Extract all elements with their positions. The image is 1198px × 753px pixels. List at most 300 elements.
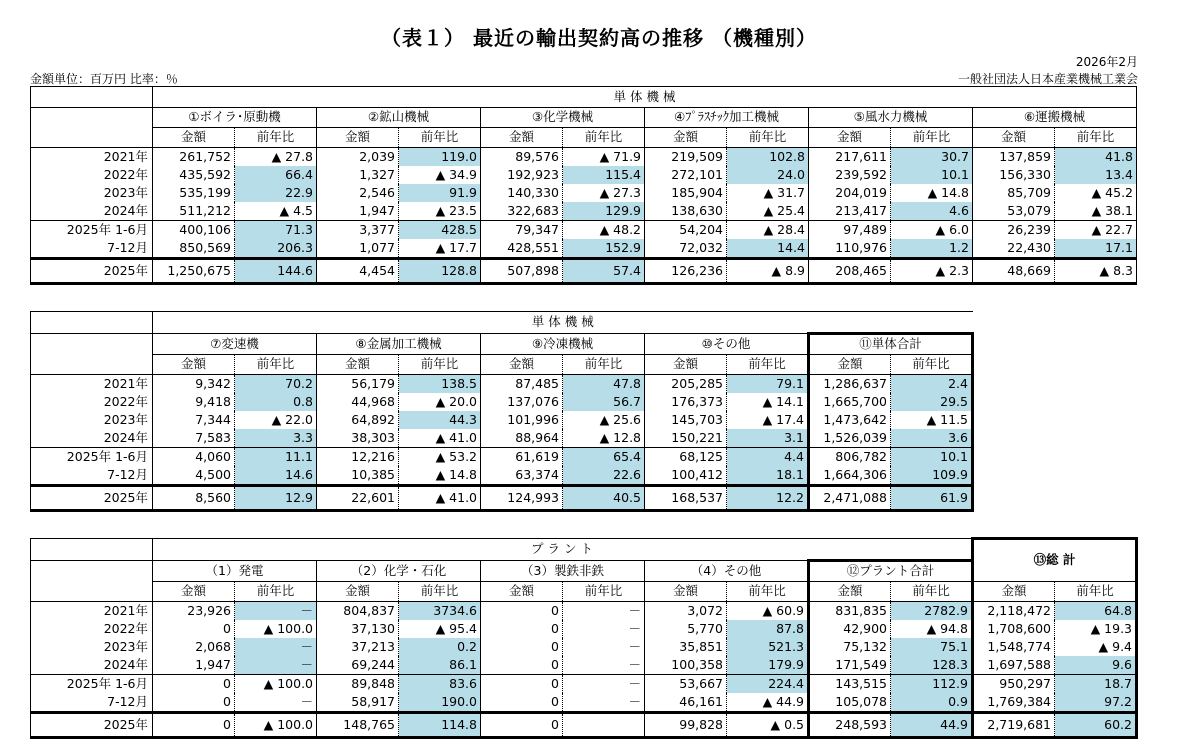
- corner-cell: [31, 561, 153, 582]
- group-header: 単 体 機 械: [153, 87, 1137, 108]
- amount-cell: 8,560: [153, 486, 235, 511]
- ratio-cell: ▲ 48.2: [563, 221, 645, 240]
- group-header: プ ラ ン ト: [153, 539, 973, 561]
- ratio-cell: 91.9: [399, 184, 481, 202]
- amount-cell: 5,770: [645, 620, 727, 638]
- amount-cell: 192,923: [481, 166, 563, 184]
- amount-cell: 0: [153, 693, 235, 713]
- amount-cell: 261,752: [153, 148, 235, 167]
- ratio-cell: 10.1: [891, 166, 973, 184]
- ratio-cell: 128.8: [399, 259, 481, 284]
- ratio-cell: 114.8: [399, 713, 481, 738]
- amount-cell: 46,161: [645, 693, 727, 713]
- ratio-cell: 152.9: [563, 239, 645, 259]
- amount-cell: 1,286,637: [809, 375, 891, 394]
- amount-cell: 61,619: [481, 448, 563, 467]
- ratio-cell: ▲ 38.1: [1055, 202, 1137, 221]
- ratio-cell: ▲ 45.2: [1055, 184, 1137, 202]
- amount-cell: 435,592: [153, 166, 235, 184]
- ratio-cell: ▲ 22.7: [1055, 221, 1137, 240]
- amount-cell: 806,782: [809, 448, 891, 467]
- ratio-cell: 3.3: [235, 429, 317, 448]
- amount-header: 金額: [153, 582, 235, 602]
- amount-cell: 1,665,700: [809, 393, 891, 411]
- row-label: 2023年: [103, 411, 148, 427]
- amount-cell: 208,465: [809, 259, 891, 284]
- ratio-cell: ▲ 25.4: [727, 202, 809, 221]
- amount-cell: 75,132: [809, 638, 891, 656]
- amount-cell: 37,213: [317, 638, 399, 656]
- ratio-cell: 11.1: [235, 448, 317, 467]
- ratio-cell: ▲ 100.0: [235, 713, 317, 738]
- amount-cell: 2,546: [317, 184, 399, 202]
- amount-cell: 137,076: [481, 393, 563, 411]
- table-row: [31, 166, 1137, 184]
- amount-cell: 10,385: [317, 466, 399, 486]
- ratio-cell: －: [235, 693, 317, 713]
- ratio-cell: －: [563, 602, 645, 621]
- amount-cell: 171,549: [809, 656, 891, 675]
- column-group-name: ③化学機械: [481, 108, 645, 128]
- amount-cell: 42,900: [809, 620, 891, 638]
- ratio-cell: 30.7: [891, 148, 973, 167]
- row-label: 2022年: [103, 620, 148, 636]
- ratio-cell: 3734.6: [399, 602, 481, 621]
- ratio-cell: ▲ 31.7: [727, 184, 809, 202]
- table-row: [31, 375, 973, 394]
- amount-cell: 950,297: [973, 675, 1055, 694]
- amount-cell: 64,892: [317, 411, 399, 429]
- amount-cell: 138,630: [645, 202, 727, 221]
- ratio-cell: －: [563, 620, 645, 638]
- amount-cell: 137,859: [973, 148, 1055, 167]
- ratio-cell: 9.6: [1055, 656, 1137, 675]
- ratio-cell: 29.5: [891, 393, 973, 411]
- amount-cell: 205,285: [645, 375, 727, 394]
- table-row: [31, 184, 1137, 202]
- amount-cell: 56,179: [317, 375, 399, 394]
- ratio-cell: 97.2: [1055, 693, 1137, 713]
- unit-note: 金額単位：百万円 比率：％: [30, 72, 178, 86]
- ratio-cell: 179.9: [727, 656, 809, 675]
- column-group-name: ①ボイラ･原動機: [153, 108, 317, 128]
- ratio-cell: 3.1: [727, 429, 809, 448]
- table-row: [31, 486, 973, 511]
- amount-cell: 101,996: [481, 411, 563, 429]
- amount-cell: 168,537: [645, 486, 727, 511]
- row-label: 7-12月: [107, 466, 148, 482]
- amount-cell: 0: [481, 713, 563, 738]
- corner-cell: [31, 355, 153, 375]
- ratio-cell: ▲ 95.4: [399, 620, 481, 638]
- row-label: 7-12月: [107, 693, 148, 709]
- ratio-cell: －: [235, 638, 317, 656]
- amount-cell: 213,417: [809, 202, 891, 221]
- amount-cell: 0: [481, 656, 563, 675]
- amount-cell: 831,835: [809, 602, 891, 621]
- ratio-header: 前年比: [891, 355, 973, 375]
- ratio-cell: 14.4: [727, 239, 809, 259]
- ratio-cell: ▲ 17.7: [399, 239, 481, 259]
- amount-cell: 4,500: [153, 466, 235, 486]
- ratio-cell: 64.8: [1055, 602, 1137, 621]
- amount-header: 金額: [645, 128, 727, 148]
- amount-cell: 0: [481, 620, 563, 638]
- row-label: 2021年: [31, 148, 153, 167]
- ratio-header: 前年比: [399, 355, 481, 375]
- ratio-cell: －: [563, 638, 645, 656]
- table-row: [31, 148, 1137, 167]
- amount-cell: 0: [153, 675, 235, 694]
- ratio-cell: －: [563, 693, 645, 713]
- amount-cell: 150,221: [645, 429, 727, 448]
- ratio-cell: 10.1: [891, 448, 973, 467]
- ratio-header: 前年比: [563, 355, 645, 375]
- ratio-cell: ▲ 60.9: [727, 602, 809, 621]
- ratio-cell: 60.2: [1055, 713, 1137, 738]
- amount-cell: 110,976: [809, 239, 891, 259]
- ratio-header: 前年比: [235, 355, 317, 375]
- ratio-cell: 138.5: [399, 375, 481, 394]
- amount-cell: 535,199: [153, 184, 235, 202]
- amount-header: 金額: [317, 355, 399, 375]
- ratio-cell: 44.3: [399, 411, 481, 429]
- table-row: [31, 466, 973, 486]
- amount-header: 金額: [973, 582, 1055, 602]
- amount-cell: 156,330: [973, 166, 1055, 184]
- ratio-cell: 112.9: [891, 675, 973, 694]
- amount-cell: 804,837: [317, 602, 399, 621]
- ratio-cell: 66.4: [235, 166, 317, 184]
- ratio-cell: ▲ 100.0: [235, 675, 317, 694]
- corner-cell: [31, 539, 153, 561]
- amount-cell: 38,303: [317, 429, 399, 448]
- ratio-cell: ▲ 27.8: [235, 148, 317, 167]
- ratio-cell: 2.4: [891, 375, 973, 394]
- ratio-cell: ▲ 34.9: [399, 166, 481, 184]
- amount-cell: 2,471,088: [809, 486, 891, 511]
- amount-header: 金額: [809, 128, 891, 148]
- amount-cell: 143,515: [809, 675, 891, 694]
- ratio-cell: 14.6: [235, 466, 317, 486]
- row-label: 2025年: [31, 486, 153, 511]
- ratio-cell: 57.4: [563, 259, 645, 284]
- amount-cell: 7,344: [153, 411, 235, 429]
- ratio-cell: 70.2: [235, 375, 317, 394]
- table-row: [31, 259, 1137, 284]
- table-row: [31, 429, 973, 448]
- ratio-cell: 61.9: [891, 486, 973, 511]
- amount-cell: 0: [481, 602, 563, 621]
- ratio-cell: ▲ 23.5: [399, 202, 481, 221]
- row-label: 2025年 1-6月: [31, 448, 153, 467]
- table-row: [31, 638, 1137, 656]
- amount-header: 金額: [645, 355, 727, 375]
- report-date: 2026年2月: [1075, 55, 1138, 69]
- ratio-cell: 13.4: [1055, 166, 1137, 184]
- ratio-cell: ▲ 14.8: [891, 184, 973, 202]
- ratio-cell: 102.8: [727, 148, 809, 167]
- amount-cell: 0: [481, 638, 563, 656]
- amount-cell: 89,848: [317, 675, 399, 694]
- row-label: 7-12月: [107, 239, 148, 255]
- row-label: 2022年: [103, 393, 148, 409]
- amount-cell: 79,347: [481, 221, 563, 240]
- amount-cell: 1,947: [317, 202, 399, 221]
- corner-cell: [31, 582, 153, 602]
- ratio-header: 前年比: [1055, 128, 1137, 148]
- amount-cell: 9,342: [153, 375, 235, 394]
- amount-cell: 12,216: [317, 448, 399, 467]
- amount-cell: 69,244: [317, 656, 399, 675]
- amount-cell: 1,526,039: [809, 429, 891, 448]
- amount-cell: 99,828: [645, 713, 727, 738]
- ratio-cell: 0.2: [399, 638, 481, 656]
- ratio-cell: 47.8: [563, 375, 645, 394]
- ratio-header: 前年比: [563, 128, 645, 148]
- ratio-cell: ▲ 17.4: [727, 411, 809, 429]
- ratio-cell: 144.6: [235, 259, 317, 284]
- ratio-cell: ▲ 11.5: [891, 411, 973, 429]
- amount-cell: 1,664,306: [809, 466, 891, 486]
- ratio-cell: 65.4: [563, 448, 645, 467]
- ratio-header: 前年比: [727, 582, 809, 602]
- amount-cell: 217,611: [809, 148, 891, 167]
- column-group-name: ⑫プラント合計: [809, 561, 973, 582]
- column-group-name: ④ﾌﾟﾗｽﾁｯｸ加工機械: [645, 108, 809, 128]
- amount-cell: 0: [153, 713, 235, 738]
- amount-cell: 507,898: [481, 259, 563, 284]
- ratio-cell: 40.5: [563, 486, 645, 511]
- amount-cell: 322,683: [481, 202, 563, 221]
- table-row: [31, 221, 1137, 240]
- amount-cell: 272,101: [645, 166, 727, 184]
- ratio-cell: ▲ 71.9: [563, 148, 645, 167]
- amount-cell: 4,060: [153, 448, 235, 467]
- row-label: 2022年: [103, 166, 148, 182]
- corner-cell: [31, 128, 153, 148]
- table-plants: [30, 537, 1138, 739]
- amount-cell: 0: [481, 675, 563, 694]
- amount-cell: 44,968: [317, 393, 399, 411]
- corner-cell: [31, 334, 153, 355]
- amount-cell: 1,548,774: [973, 638, 1055, 656]
- table-row: [31, 239, 1137, 259]
- amount-cell: 100,358: [645, 656, 727, 675]
- ratio-cell: ▲ 12.8: [563, 429, 645, 448]
- amount-cell: 105,078: [809, 693, 891, 713]
- amount-cell: 100,412: [645, 466, 727, 486]
- ratio-cell: 22.9: [235, 184, 317, 202]
- ratio-cell: ▲ 41.0: [399, 429, 481, 448]
- table-row: [31, 713, 1137, 738]
- amount-cell: 145,703: [645, 411, 727, 429]
- amount-cell: 124,993: [481, 486, 563, 511]
- amount-cell: 1,769,384: [973, 693, 1055, 713]
- corner-cell: [31, 87, 153, 108]
- amount-cell: 37,130: [317, 620, 399, 638]
- table-row: [31, 693, 1137, 713]
- ratio-cell: ▲ 2.3: [891, 259, 973, 284]
- column-group-name: ⑥運搬機械: [973, 108, 1137, 128]
- amount-header: 金額: [645, 582, 727, 602]
- amount-cell: 1,947: [153, 656, 235, 675]
- amount-cell: 148,765: [317, 713, 399, 738]
- ratio-cell: 41.8: [1055, 148, 1137, 167]
- organization-name: 一般社団法人日本産業機械工業会: [957, 72, 1138, 86]
- ratio-cell: 44.9: [891, 713, 973, 738]
- ratio-cell: ▲ 53.2: [399, 448, 481, 467]
- table-row: [31, 393, 973, 411]
- amount-header: 金額: [317, 582, 399, 602]
- row-label: 2021年: [31, 375, 153, 394]
- ratio-cell: 12.2: [727, 486, 809, 511]
- amount-cell: 850,569: [153, 239, 235, 259]
- ratio-cell: 115.4: [563, 166, 645, 184]
- amount-cell: 4,454: [317, 259, 399, 284]
- amount-cell: 219,509: [645, 148, 727, 167]
- column-group-name: ⑧金属加工機械: [317, 334, 481, 355]
- ratio-cell: ▲ 94.8: [891, 620, 973, 638]
- row-label: 2025年: [31, 713, 153, 738]
- ratio-cell: 109.9: [891, 466, 973, 486]
- column-group-name: ②鉱山機械: [317, 108, 481, 128]
- amount-cell: 511,212: [153, 202, 235, 221]
- ratio-cell: ▲ 9.4: [1055, 638, 1137, 656]
- grand-total-header: ⑬総 計: [973, 539, 1137, 582]
- table-row: [31, 602, 1137, 621]
- amount-cell: 88,964: [481, 429, 563, 448]
- amount-cell: 58,917: [317, 693, 399, 713]
- row-label: 2025年: [31, 259, 153, 284]
- amount-cell: 26,239: [973, 221, 1055, 240]
- amount-cell: 53,667: [645, 675, 727, 694]
- amount-cell: 400,106: [153, 221, 235, 240]
- column-group-name: ⑪単体合計: [809, 334, 973, 355]
- ratio-cell: 0.9: [891, 693, 973, 713]
- amount-cell: 1,250,675: [153, 259, 235, 284]
- ratio-cell: 4.6: [891, 202, 973, 221]
- amount-cell: 7,583: [153, 429, 235, 448]
- ratio-cell: ▲ 28.4: [727, 221, 809, 240]
- ratio-cell: ▲ 19.3: [1055, 620, 1137, 638]
- ratio-cell: 2782.9: [891, 602, 973, 621]
- ratio-header: 前年比: [399, 582, 481, 602]
- row-label: 2025年 1-6月: [31, 221, 153, 240]
- ratio-cell: 24.0: [727, 166, 809, 184]
- amount-cell: 0: [153, 620, 235, 638]
- ratio-header: 前年比: [235, 582, 317, 602]
- ratio-header: 前年比: [399, 128, 481, 148]
- column-group-name: ⑨冷凍機械: [481, 334, 645, 355]
- ratio-header: 前年比: [727, 128, 809, 148]
- column-group-name: ⑩その他: [645, 334, 809, 355]
- table-row: [31, 675, 1137, 694]
- amount-cell: 23,926: [153, 602, 235, 621]
- amount-header: 金額: [153, 128, 235, 148]
- amount-cell: 140,330: [481, 184, 563, 202]
- ratio-header: 前年比: [1055, 582, 1137, 602]
- amount-header: 金額: [481, 128, 563, 148]
- ratio-header: 前年比: [563, 582, 645, 602]
- amount-cell: 204,019: [809, 184, 891, 202]
- row-label: 2024年: [103, 429, 148, 445]
- amount-cell: 2,118,472: [973, 602, 1055, 621]
- ratio-cell: ▲ 4.5: [235, 202, 317, 221]
- column-group-name: （1）発電: [153, 561, 317, 582]
- amount-cell: 89,576: [481, 148, 563, 167]
- amount-header: 金額: [153, 355, 235, 375]
- ratio-cell: 18.7: [1055, 675, 1137, 694]
- ratio-cell: ▲ 41.0: [399, 486, 481, 511]
- ratio-cell: －: [235, 656, 317, 675]
- amount-cell: 1,697,588: [973, 656, 1055, 675]
- ratio-cell: 0.8: [235, 393, 317, 411]
- amount-cell: 22,601: [317, 486, 399, 511]
- ratio-cell: 206.3: [235, 239, 317, 259]
- amount-cell: 35,851: [645, 638, 727, 656]
- amount-cell: 72,032: [645, 239, 727, 259]
- amount-cell: 63,374: [481, 466, 563, 486]
- ratio-cell: －: [235, 602, 317, 621]
- table-single-machines-2: [30, 311, 974, 512]
- ratio-cell: 128.3: [891, 656, 973, 675]
- ratio-header: 前年比: [891, 582, 973, 602]
- amount-header: 金額: [481, 582, 563, 602]
- amount-header: 金額: [317, 128, 399, 148]
- ratio-cell: 86.1: [399, 656, 481, 675]
- ratio-header: 前年比: [235, 128, 317, 148]
- row-label: 2024年: [103, 656, 148, 672]
- amount-header: 金額: [973, 128, 1055, 148]
- ratio-cell: 521.3: [727, 638, 809, 656]
- ratio-cell: ▲ 6.0: [891, 221, 973, 240]
- ratio-cell: 87.8: [727, 620, 809, 638]
- ratio-cell: ▲ 20.0: [399, 393, 481, 411]
- ratio-cell: 4.4: [727, 448, 809, 467]
- ratio-cell: ▲ 44.9: [727, 693, 809, 713]
- amount-cell: 97,489: [809, 221, 891, 240]
- column-group-name: （3）製鉄非鉄: [481, 561, 645, 582]
- group-header: 単 体 機 械: [153, 312, 973, 334]
- ratio-cell: －: [563, 675, 645, 694]
- table-row: [31, 411, 973, 429]
- amount-cell: 68,125: [645, 448, 727, 467]
- ratio-cell: 129.9: [563, 202, 645, 221]
- ratio-cell: 3.6: [891, 429, 973, 448]
- ratio-cell: 12.9: [235, 486, 317, 511]
- table-row: [31, 448, 973, 467]
- ratio-cell: 83.6: [399, 675, 481, 694]
- amount-cell: 126,236: [645, 259, 727, 284]
- ratio-cell: ▲ 14.1: [727, 393, 809, 411]
- amount-cell: 1,473,642: [809, 411, 891, 429]
- amount-cell: 53,079: [973, 202, 1055, 221]
- amount-cell: 87,485: [481, 375, 563, 394]
- ratio-cell: ▲ 25.6: [563, 411, 645, 429]
- ratio-cell: 17.1: [1055, 239, 1137, 259]
- ratio-cell: －: [563, 656, 645, 675]
- amount-cell: 48,669: [973, 259, 1055, 284]
- row-label: 2024年: [103, 202, 148, 218]
- column-group-name: （2）化学・石化: [317, 561, 481, 582]
- table-row: [31, 202, 1137, 221]
- amount-cell: 2,039: [317, 148, 399, 167]
- corner-cell: [31, 312, 153, 334]
- amount-cell: 54,204: [645, 221, 727, 240]
- amount-header: 金額: [481, 355, 563, 375]
- ratio-cell: ▲ 8.3: [1055, 259, 1137, 284]
